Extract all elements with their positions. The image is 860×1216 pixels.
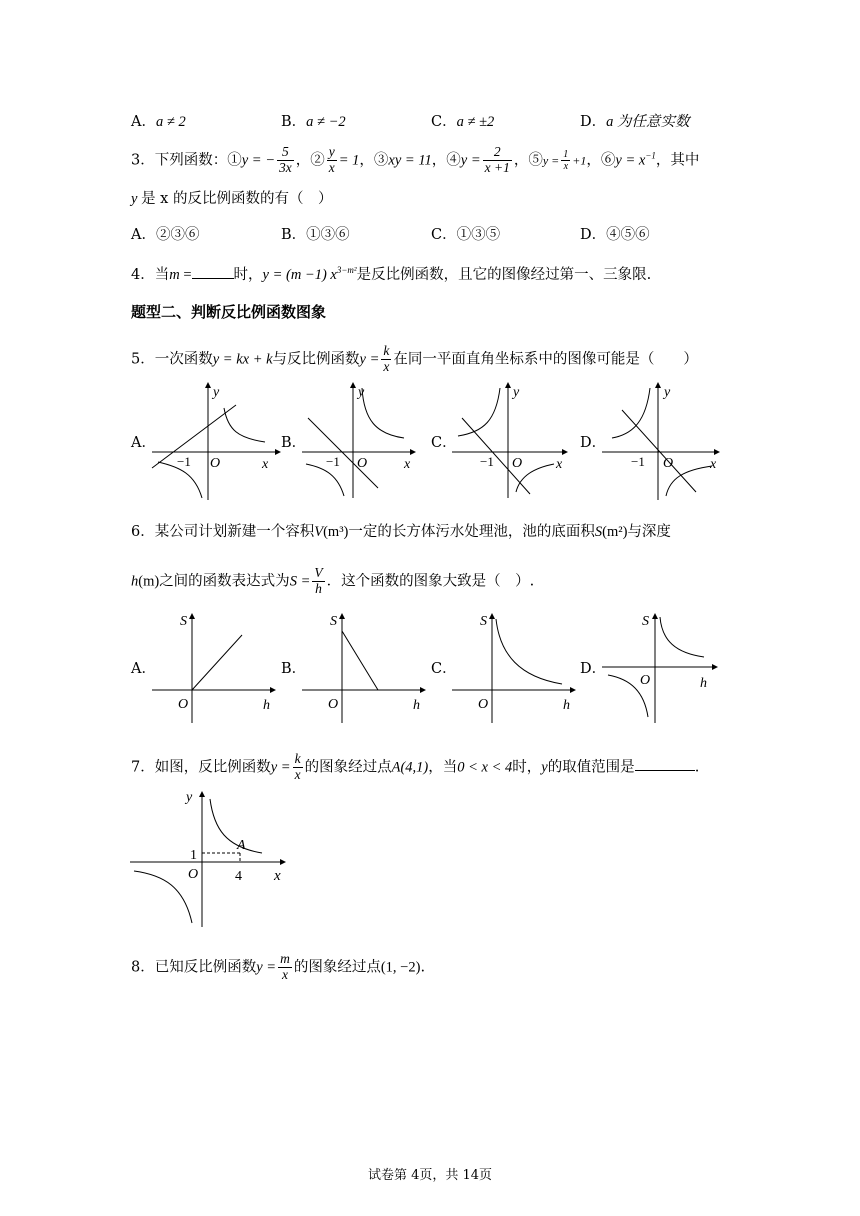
origin-label: O	[357, 456, 368, 471]
tick-label: −1	[326, 454, 340, 469]
y-axis-label: y	[513, 385, 520, 400]
origin-label: O	[512, 456, 523, 471]
y-axis-label: y	[213, 385, 220, 400]
origin-label: O	[328, 697, 339, 712]
q2-option-a: A．a ≠ 2	[131, 114, 186, 130]
x-tick-label: 4	[235, 869, 242, 884]
s-axis-label: S	[330, 614, 337, 629]
origin-label: O	[210, 456, 221, 471]
q7-stem: 7．如图，反比例函数y = $\frac{k}{x}$ 的图象经过点A(4,1)，当0 < x < 4时，y的取值范围是 .	[131, 751, 700, 782]
q2-option-b: B．a ≠ −2	[281, 114, 346, 130]
q6-label-d[interactable]: D．	[580, 661, 607, 677]
x-axis-label: x	[274, 868, 281, 884]
q6-graph-d	[600, 605, 730, 727]
h-axis-label: h	[700, 676, 707, 691]
q5-label-c[interactable]: C．	[431, 435, 457, 451]
y-axis-label: y	[664, 385, 671, 400]
q5-label-d[interactable]: D．	[580, 435, 607, 451]
q4-answer-blank[interactable]	[192, 278, 234, 279]
y-tick-label: 1	[190, 848, 197, 863]
tick-label: −1	[177, 454, 191, 469]
origin-label: O	[178, 697, 189, 712]
q5-graph-d	[600, 380, 728, 502]
s-axis-label: S	[180, 614, 187, 629]
tick-label: −1	[480, 454, 494, 469]
q6-label-a[interactable]: A．	[131, 661, 156, 677]
q3-option-c: C．①③⑤	[431, 227, 501, 243]
origin-label: O	[188, 867, 199, 882]
s-axis-label: S	[480, 614, 487, 629]
q7-graph	[128, 785, 293, 930]
q6-graph-c	[450, 605, 580, 727]
q6-label-c[interactable]: C．	[431, 661, 457, 677]
q6-graph-a	[150, 605, 280, 727]
s-axis-label: S	[642, 614, 649, 629]
q4-stem: 4．当m = 时，y = (m −1) $x^{3-m^2}$是反比例函数，且它的图像经过第一、三象限.	[131, 265, 652, 283]
q3-option-d: D．④⑤⑥	[580, 227, 650, 243]
tick-label: −1	[631, 454, 645, 469]
q6-stem: 6．某公司计划新建一个容积V(m³)一定的长方体污水处理池，池的底面积S(m²)与深度	[131, 524, 671, 540]
h-axis-label: h	[563, 698, 570, 713]
x-axis-label: x	[404, 457, 411, 472]
q2-option-d: D．a 为任意实数	[580, 114, 690, 130]
q5-graph-a	[150, 380, 282, 502]
origin-label: O	[663, 456, 674, 471]
h-axis-label: h	[413, 698, 420, 713]
q6-graph-b	[300, 605, 430, 727]
q3-option-b: B．①③⑥	[281, 227, 350, 243]
q3-stem: 3．下列函数：①y = − $\frac{5}{3x}$ ，② $\frac{y}{x}$ = 1，③xy = 11，④y = $\frac{2}{x +1}$ ，⑤y = $\frac{1}{x}$ +1，⑥y = $x^{-1}$，其中	[131, 144, 700, 175]
h-axis-label: h	[263, 698, 270, 713]
q5-label-a[interactable]: A．	[131, 435, 156, 451]
origin-label: O	[478, 697, 489, 712]
q6-stem-line2: h(m)之间的函数表达式为S = $\frac{V}{h}$ ．这个函数的图象大致是（ ）.	[131, 565, 535, 596]
q3-option-a: A．②③⑥	[131, 227, 200, 243]
q7-answer-blank[interactable]	[635, 770, 695, 771]
q5-graph-c	[450, 380, 575, 502]
q5-label-b[interactable]: B．	[281, 435, 307, 451]
section-heading: 题型二、判断反比例函数图象	[131, 303, 327, 321]
origin-label: O	[640, 673, 651, 688]
point-a-label: A	[237, 838, 246, 853]
y-axis-label: y	[358, 385, 365, 400]
q5-stem: 5．一次函数y = kx + k与反比例函数y = $\frac{k}{x}$ 在同一平面直角坐标系中的图像可能是（ ）	[131, 343, 698, 374]
page-footer: 试卷第 4页，共 14页	[367, 1168, 493, 1183]
q5-graph-b	[300, 380, 420, 502]
q6-label-b[interactable]: B．	[281, 661, 307, 677]
x-axis-label: x	[556, 457, 563, 472]
x-axis-label: x	[710, 457, 717, 472]
x-axis-label: x	[262, 457, 269, 472]
q2-option-c: C．a ≠ ±2	[431, 114, 495, 130]
q3-stem-line2: y 是 x 的反比例函数的有（ ）	[131, 191, 333, 207]
y-axis-label: y	[186, 790, 193, 805]
q8-stem: 8．已知反比例函数y = $\frac{m}{x}$ 的图象经过点(1, −2).	[131, 951, 426, 982]
